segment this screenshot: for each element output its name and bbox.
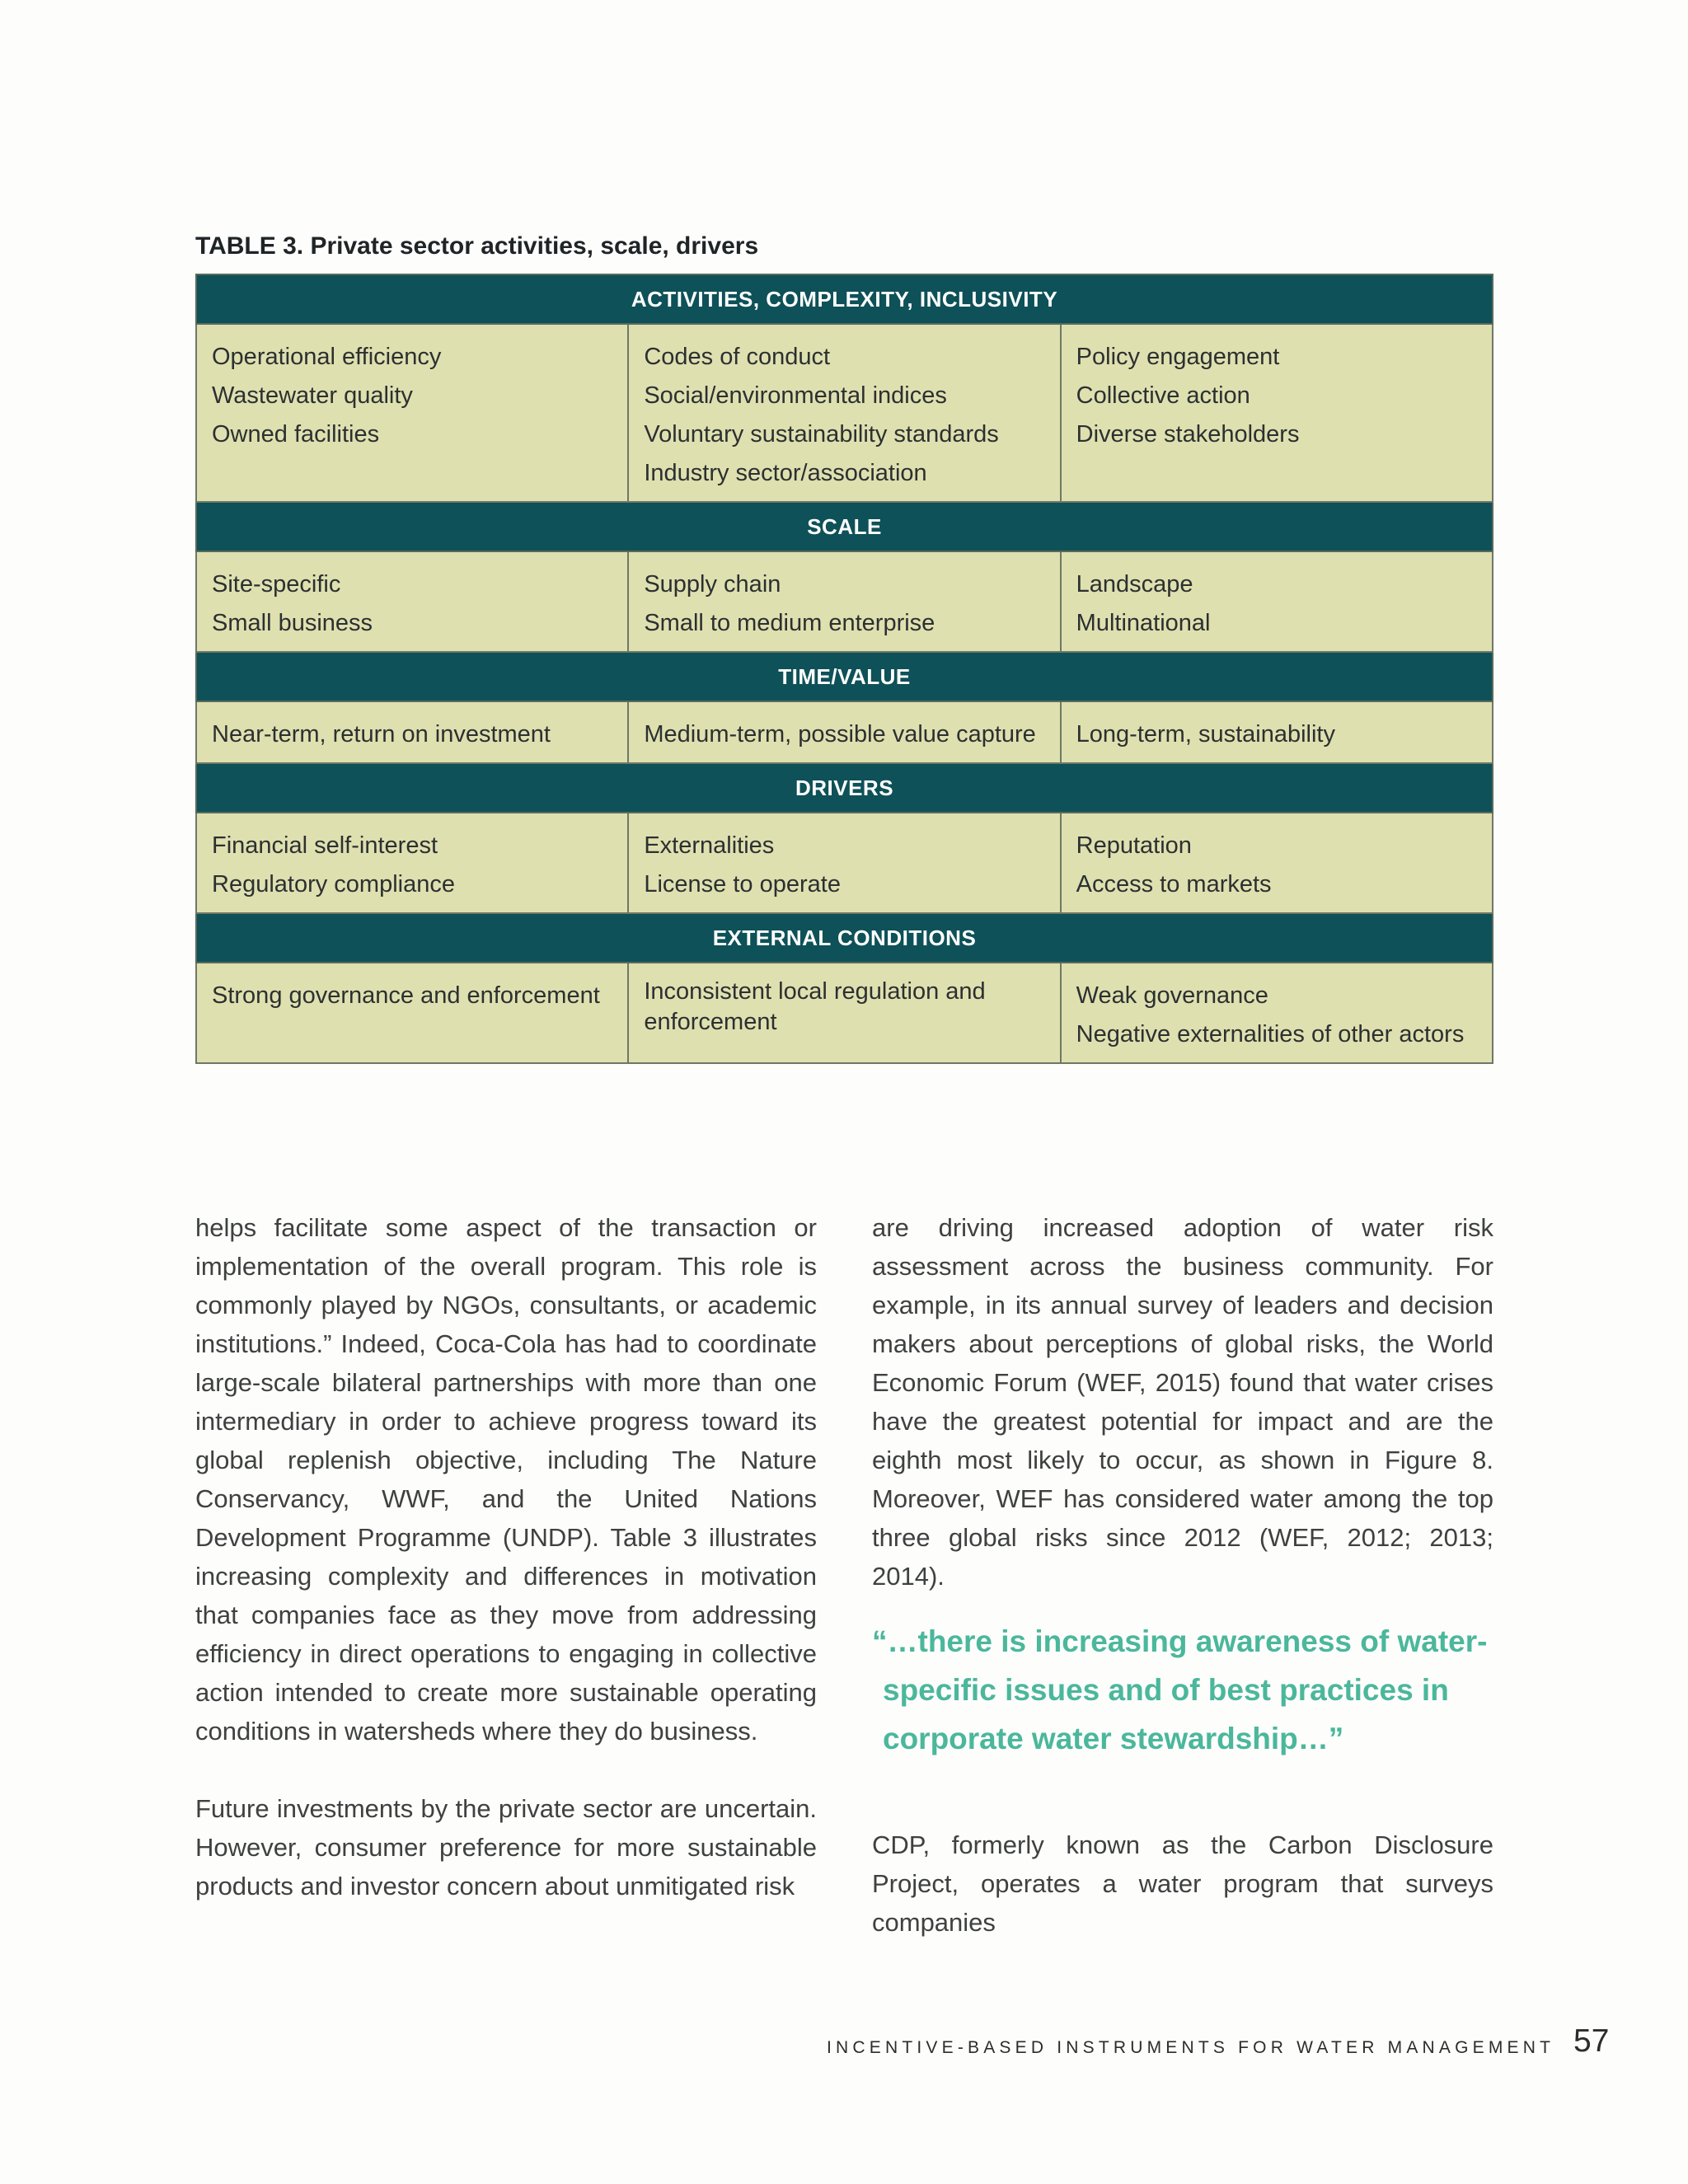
table-cell <box>1061 963 1493 1063</box>
table-cell-line: Wastewater quality <box>212 382 413 409</box>
table-row <box>196 324 1493 502</box>
table-cell-line: Near-term, return on investment <box>212 721 551 748</box>
table-cell <box>628 551 1060 652</box>
table-cell-line: Codes of conduct <box>644 344 831 370</box>
table-cell <box>1061 551 1493 652</box>
table-caption-label: TABLE 3. <box>195 232 304 260</box>
page-number: 57 <box>1573 2023 1610 2059</box>
table-cell <box>196 701 628 763</box>
table-cell-line: Inconsistent local regulation and enforcement <box>644 978 986 1035</box>
table-caption <box>195 232 758 260</box>
table-cell <box>628 813 1060 913</box>
table-cell <box>1061 813 1493 913</box>
table-cell <box>628 963 1060 1063</box>
table-cell-line: Operational efficiency <box>212 344 442 370</box>
table-cell <box>1061 324 1493 502</box>
table-row <box>196 963 1493 1063</box>
body-column-left <box>195 1208 817 1905</box>
table-section-header: TIME/VALUE <box>196 652 1493 701</box>
table-section-header: EXTERNAL CONDITIONS <box>196 913 1493 963</box>
table-cell <box>196 813 628 913</box>
running-footer-title: INCENTIVE-BASED INSTRUMENTS FOR WATER MANAGEMENT <box>827 2038 1555 2057</box>
table-section-header-row <box>196 763 1493 813</box>
table-cell <box>196 324 628 502</box>
paragraph: are driving increased adoption of water risk assessment across the business community. For example, in its annual survey of leaders and decision makers about perceptions of global risks, the World Economic Forum (WEF, 2015) found that water crises have the greatest potential for impact and are the eighth most likely to occur, as shown in Figure 8. Moreover, WEF has considered water among the top three global risks since 2012 (WEF, 2012; 2013; 2014). <box>872 1213 1493 1591</box>
table-cell-line: Social/environmental indices <box>644 382 947 409</box>
table-cell-line: Financial self-interest <box>212 832 438 859</box>
table-cell-line: Small to medium enterprise <box>644 610 935 636</box>
table-cell <box>196 551 628 652</box>
table-cell-line: Reputation <box>1076 832 1192 859</box>
table-cell <box>628 324 1060 502</box>
table-cell <box>196 963 628 1063</box>
table-cell-line: Landscape <box>1076 571 1193 598</box>
table-cell-line: Access to markets <box>1076 871 1272 898</box>
table-cell-line: Multinational <box>1076 610 1211 636</box>
table-row <box>196 551 1493 652</box>
table-section-header-row <box>196 502 1493 551</box>
table-cell-line: Industry sector/association <box>644 460 927 486</box>
table-cell-line: Site-specific <box>212 571 341 598</box>
table-cell-line: Strong governance and enforcement <box>212 982 600 1009</box>
table-cell-line: License to operate <box>644 871 841 898</box>
table-cell-line: Regulatory compliance <box>212 871 455 898</box>
table-section-header-row <box>196 913 1493 963</box>
table-cell <box>628 701 1060 763</box>
paragraph: Future investments by the private sector are uncertain. However, consumer preference for more sustainable products and investor concern about unmitigated risk <box>195 1794 817 1900</box>
table-row <box>196 813 1493 913</box>
table-section-header-row <box>196 274 1493 324</box>
paragraph: helps facilitate some aspect of the transaction or implementation of the overall program. This role is commonly played by NGOs, consultants, or academic institutions.” Indeed, Coca-Cola has had to coordinate large-scale bilateral partnerships with more than one intermediary in order to achieve progress toward its global replenish objective, including The Nature Conservancy, WWF, and the United Nations Development Programme (UNDP). Table 3 illustrates increasing complexity and differences in motivation that companies face as they move from addressing efficiency in direct operations to engaging in collective action intended to create more sustainable operating conditions in watersheds where they do business. <box>195 1213 817 1746</box>
paragraph: CDP, formerly known as the Carbon Disclosure Project, operates a water program that surveys companies <box>872 1830 1493 1937</box>
table-row <box>196 701 1493 763</box>
pull-quote <box>872 1617 1498 1763</box>
pull-quote-line: corporate water stewardship…” <box>883 1722 1344 1755</box>
table-cell-line: Weak governance <box>1076 982 1268 1009</box>
table-cell-line: Small business <box>212 610 373 636</box>
body-column-right <box>872 1208 1493 1596</box>
table-3 <box>195 274 1493 1064</box>
table-section-header-row <box>196 652 1493 701</box>
table-cell-line: Long-term, sustainability <box>1076 721 1335 748</box>
table-cell-line: Diverse stakeholders <box>1076 421 1300 448</box>
table-cell-line: Voluntary sustainability standards <box>644 421 999 448</box>
pull-quote-line: “…there is increasing awareness of water- <box>872 1624 1488 1658</box>
table-cell-line: Externalities <box>644 832 775 859</box>
table-cell-line: Medium-term, possible value capture <box>644 721 1036 748</box>
pull-quote-line: specific issues and of best practices in <box>883 1673 1449 1707</box>
table-cell <box>1061 701 1493 763</box>
table-section-header: DRIVERS <box>196 763 1493 813</box>
table-cell-line: Owned facilities <box>212 421 380 448</box>
table-section-header: ACTIVITIES, COMPLEXITY, INCLUSIVITY <box>196 274 1493 324</box>
table-section-header: SCALE <box>196 502 1493 551</box>
table-cell-line: Supply chain <box>644 571 781 598</box>
table-caption-title: Private sector activities, scale, drivers <box>303 232 759 260</box>
body-column-right-continued <box>872 1825 1493 1942</box>
table-cell-line: Policy engagement <box>1076 344 1280 370</box>
table-cell-line: Collective action <box>1076 382 1250 409</box>
table-cell-line: Negative externalities of other actors <box>1076 1021 1465 1047</box>
